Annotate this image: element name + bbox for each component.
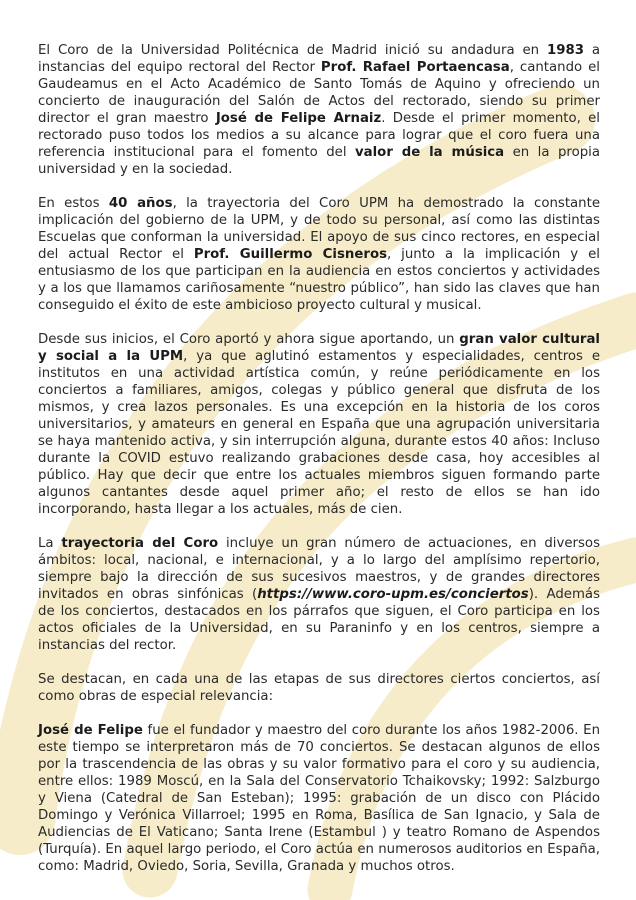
text-run: , junto a la implicación y el entusiasmo de los que participan en la audiencia en estos conciertos y actividades y a los que llamamos cariñosamente “nuestro público”, han sido las claves que han conseguido el éxito de este ambicioso proyecto cultural y musical. [38,247,600,313]
paragraph-jose-de-felipe [38,722,600,875]
text-run: El Coro de la Universidad Politécnica de Madrid inició su andadura en [38,43,547,58]
paragraph-trajectory [38,535,600,654]
text-run: , ya que aglutinó estamentos y especialidades, centros e institutos en una actividad artística común, y reúne periódicamente en los conciertos a familiares, amigos, colegas y público general que disfruta de los mismos, y crea lazos personales. Es una excepción en la historia de los coros universitarios, y amateurs en general en España que una agrupación universitaria se haya mantenido activa, y sin interrupción alguna, durante estos 40 años: Incluso durante la COVID estuvo realizando grabaciones desde casa, hoy accesibles al público. Hay que decir que entre los actuales miembros siguen formando parte algunos cantantes desde aquel primer año; el resto de ellos se han ido incorporando, hasta llegar a los actuales, más de cien. [38,349,600,517]
text-run: Desde sus inicios, el Coro aportó y ahora sigue aportando, un [38,332,460,347]
bold-italic-text: https://www.coro-upm.es/conciertos [257,587,529,602]
bold-text: José de Felipe Arnaiz [215,111,382,126]
bold-text: 40 años [108,196,173,211]
bold-text: gran valor cultural y social a la UPM [38,332,600,364]
text-run: incluye un gran número de actuaciones, en diversos ámbitos: local, nacional, e internacional, y a lo largo del amplísimo repertorio, siempre bajo la dirección de sus sucesivos maestros, y de grandes directores invitados en obras sinfónicas ( [38,536,600,602]
text-run: ). Además de los conciertos, destacados en los párrafos que siguen, el Coro participa en los actos oficiales de la Universidad, en su Paraninfo y en los centros, siempre a instancias del rector. [38,587,601,653]
text-run: en la propia universidad y en la sociedad. [38,145,600,177]
text-run: La [38,536,62,551]
bold-text: Prof. Rafael Portaencasa [320,60,510,75]
bold-text: 1983 [546,43,584,58]
text-run: , la trayectoria del Coro UPM ha demostrado la constante implicación del gobierno de la UPM, y de todo su personal, así como las distintas Escuelas que conforman la universidad. El apoyo de sus cinco rectores, en especial del actual Rector el [38,196,601,262]
paragraph-cultural-value [38,331,600,518]
text-run: a instancias del equipo rectoral del Rector [38,43,600,75]
text-run: . Desde el primer momento, el rectorado puso todos los medios a su alcance para lograr que el coro fuera una referencia institucional para el fomento del [38,111,600,160]
bold-text: José de Felipe [38,723,143,738]
text-run: fue el fundador y maestro del coro durante los años 1982-2006. En este tiempo se interpretaron más de 70 conciertos. Se destacan algunos de ellos por la trascendencia de las obras y su valor formativo para el coro y su audiencia, entre ellos: 1989 Moscú, en la Sala del Conservatorio Tchaikovsky; 1992: Salzburgo y Viena (Catedral de San Esteban); 1995: grabación de un disco con Plácido Domingo y Verónica Villarroel; 1995 en Roma, Basílica de San Ignacio, y Sala de Audiencias de El Vaticano; Santa Irene (Estambul ) y teatro Romano de Aspendos (Turquía). En aquel largo periodo, el Coro actúa en numerosos auditorios en España, como: Madrid, Oviedo, Soria, Sevilla, Granada y muchos otros. [38,723,600,874]
paragraph-highlights-intro [38,671,600,705]
paragraph-history [38,42,600,178]
bold-text: valor de la música [354,145,505,160]
text-run: En estos [38,196,109,211]
paragraph-forty-years [38,195,600,314]
document-body [38,42,600,892]
bold-text: Prof. Guillermo Cisneros [193,247,387,262]
bold-text: trayectoria del Coro [61,536,219,551]
text-run: , cantando el Gaudeamus en el Acto Académico de Santo Tomás de Aquino y ofreciendo un concierto de inauguración del Salón de Actos del rectorado, siendo su primer director el gran maestro [38,60,600,126]
text-run: Se destacan, en cada una de las etapas de sus directores ciertos conciertos, así como obras de especial relevancia: [38,672,600,704]
emphasis [257,587,529,602]
